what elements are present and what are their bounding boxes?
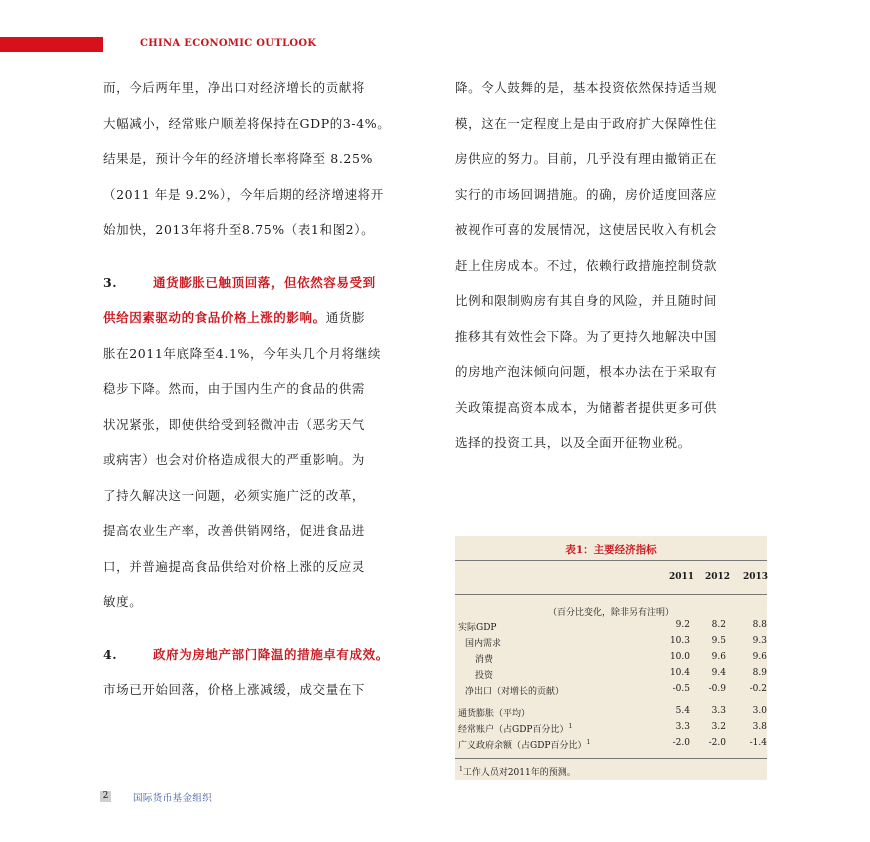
text-line: 或病害）也会对价格造成很大的严重影响。为 (103, 452, 366, 467)
footer-label: 国际货币基金组织 (133, 793, 213, 804)
section-heading-text: 政府为房地产部门降温的措施卓有成效。 (153, 646, 389, 662)
text-line: 关政策提高资本成本，为储蓄者提供更多可供 (455, 399, 718, 415)
row-label-text: 经常账户（占GDP百分比） (458, 725, 569, 735)
cell: 3.2 (711, 722, 726, 732)
cell: -0.2 (749, 684, 767, 694)
footnote-text: 工作人员对2011年的预测。 (462, 768, 576, 778)
cell: 3.0 (752, 706, 767, 716)
cell: -1.4 (749, 738, 767, 748)
page-number: 2 (100, 791, 111, 802)
table-row (455, 738, 767, 753)
text-line: 赶上住房成本。不过，依赖行政措施控制贷款 (455, 257, 718, 273)
text-line: 大幅减小，经常账户顺差将保持在GDP的3-4%。 (103, 115, 391, 131)
text-line: 市场已开始回落，价格上涨减缓，成交量在下 (103, 682, 366, 697)
text-line: 胀在2011年底降至4.1%，今年头几个月将继续 (103, 345, 381, 361)
text-line: 状况紧张，即使供给受到轻微冲击（恶劣天气 (103, 416, 366, 432)
section-number: 4. (103, 646, 118, 662)
table-units-note: （百分比变化，除非另有注明） (547, 608, 674, 618)
text-line: 实行的市场回调措施。的确，房价适度回落应 (455, 186, 718, 202)
left-column (103, 70, 428, 708)
running-header: CHINA ECONOMIC OUTLOOK (140, 38, 317, 49)
text-line: 的房地产泡沫倾向问题，根本办法在于采取有 (455, 364, 718, 379)
text-line: 提高农业生产率，改善供销网络，促进食品进 (103, 523, 366, 538)
text-line: 模，这在一定程度上是由于政府扩大保障性住 (455, 115, 718, 131)
text-line: 推移其有效性会下降。为了更持久地解决中国 (455, 328, 718, 344)
row-label: 净出口（对增长的贡献） (465, 687, 565, 697)
section-3-heading-cont (103, 300, 428, 336)
cell: 3.3 (711, 706, 726, 716)
section-number: 3. (103, 274, 118, 290)
table-row (455, 684, 767, 699)
section-heading-text: 供给因素驱动的食品价格上涨的影响。 (103, 310, 326, 325)
cell: 9.2 (675, 620, 690, 630)
table-row (455, 706, 767, 721)
cell: 9.4 (711, 668, 726, 678)
row-label: 消费 (475, 655, 494, 665)
cell: 8.8 (752, 620, 767, 630)
cell: 5.4 (675, 706, 690, 716)
footnote-marker: 1 (586, 739, 591, 746)
section-4-heading (103, 637, 428, 673)
text-line: 房供应的努力。目前，几乎没有理由撤销正在 (455, 151, 718, 166)
footnote-marker: 1 (568, 723, 573, 730)
cell: -0.5 (672, 684, 690, 694)
table-row (455, 620, 767, 635)
table-row (455, 668, 767, 683)
text-line: （2011 年是 9.2%），今年后期的经济增速将开 (103, 186, 384, 202)
row-label-text: 广义政府余额（占GDP百分比） (458, 741, 587, 751)
text-line: 比例和限制购房有其自身的风险，并且随时间 (455, 293, 718, 308)
table-rule (455, 758, 767, 759)
row-label (458, 722, 572, 735)
table-footnote (459, 765, 576, 778)
cell: 9.5 (711, 636, 726, 646)
text-line: 了持久解决这一问题，必须实施广泛的改革， (103, 487, 366, 503)
text-line: 始加快，2013年将升至8.75%（表1和图2）。 (103, 222, 375, 237)
cell: -2.0 (708, 738, 726, 748)
footnote-marker: 1 (459, 766, 463, 773)
year-header: 2013 (743, 572, 769, 582)
text-line: 被视作可喜的发展情况，这使居民收入有机会 (455, 222, 718, 237)
text-span: 通货膨 (325, 310, 366, 325)
table-row (455, 722, 767, 737)
row-label: 投资 (475, 671, 494, 681)
cell: 9.6 (752, 652, 767, 662)
cell: 9.6 (711, 652, 726, 662)
section-3-heading (103, 265, 428, 301)
text-line: 稳步下降。然而，由于国内生产的食品的供需 (103, 381, 366, 396)
economic-indicators-table (455, 536, 767, 780)
text-line: 降。令人鼓舞的是，基本投资依然保持适当规 (455, 80, 718, 95)
header-red-bar (0, 37, 103, 52)
right-column (455, 70, 773, 461)
cell: 8.9 (752, 668, 767, 678)
row-label: 国内需求 (465, 639, 502, 649)
table-rule (455, 594, 767, 595)
cell: 3.8 (752, 722, 767, 732)
section-heading-text: 通货膨胀已触顶回落，但依然容易受到 (153, 274, 376, 290)
cell: 10.4 (669, 668, 690, 678)
table-title: 表1：主要经济指标 (565, 544, 657, 556)
table-rule (455, 560, 767, 561)
cell: 9.3 (752, 636, 767, 646)
text-line: 口，并普遍提高食品供给对价格上涨的反应灵 (103, 558, 366, 574)
cell: -2.0 (672, 738, 690, 748)
cell: 3.3 (675, 722, 690, 732)
table-row (455, 652, 767, 667)
table-row (455, 636, 767, 651)
year-header: 2012 (705, 572, 731, 582)
text-line: 敏度。 (103, 594, 143, 609)
row-label (458, 738, 590, 751)
row-label: 实际GDP (458, 623, 497, 633)
year-header: 2011 (669, 572, 695, 582)
cell: -0.9 (708, 684, 726, 694)
text-line: 而，今后两年里，净出口对经济增长的贡献将 (103, 80, 366, 95)
text-line: 结果是，预计今年的经济增长率将降至 8.25% (103, 151, 373, 166)
text-line: 选择的投资工具，以及全面开征物业税。 (455, 435, 691, 450)
row-label: 通货膨胀（平均） (458, 709, 531, 719)
cell: 10.3 (669, 636, 690, 646)
cell: 8.2 (711, 620, 726, 630)
cell: 10.0 (669, 652, 690, 662)
